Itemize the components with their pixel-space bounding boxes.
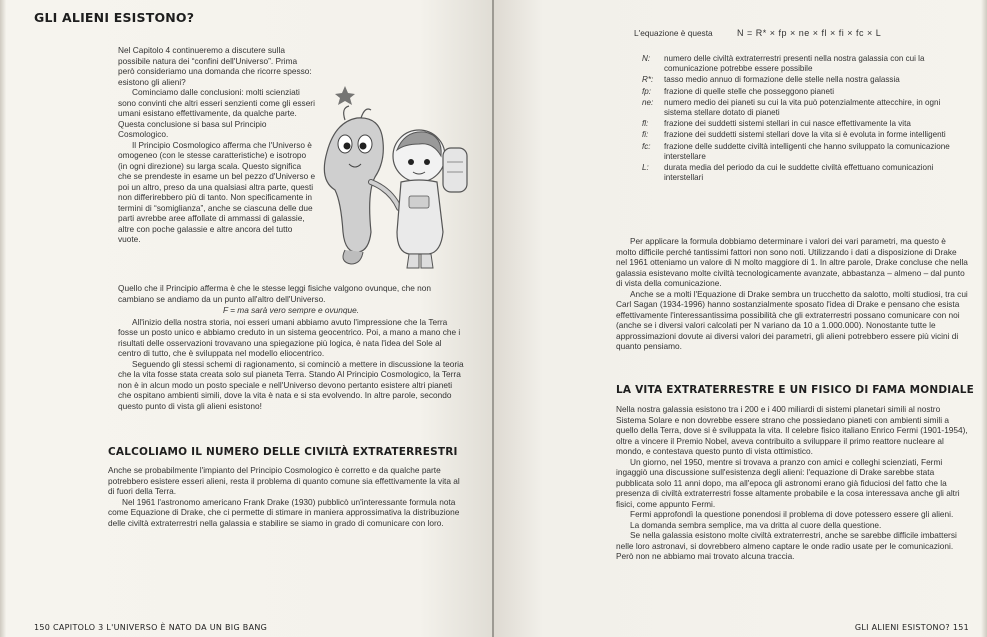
legend-definition: numero delle civiltà extraterrestri presenti nella nostra galassia con cui la comunicazione potrebbe essere possibile bbox=[664, 54, 925, 74]
legend-symbol: fl: bbox=[642, 119, 649, 129]
fermi-paragraph-1: Nella nostra galassia esistono tra i 200 e i 400 miliardi di sistemi planetari simili al nostro Sistema Solare e non dovrebbe essere strano che possiedano pianeti con ambienti simili a quello della Terra, dove si è sviluppata la vita. Il celebre fisico italiano Enrico Fermi (1901-1954), oltre a vincere il Premio Nobel, aveva contribuito a sviluppare il primo reattore nucleare al mondo, e contestava questo punto di vista ottimistico. bbox=[616, 404, 968, 456]
equation-line bbox=[634, 28, 881, 38]
legend-symbol: fc: bbox=[642, 141, 651, 151]
body-paragraph-1: All'inizio della nostra storia, noi esseri umani abbiamo avuto l'impressione che la Terra fosse un posto unico e abbiamo creduto in un sistema geocentrico. Poi, a mano a mano che i risultati delle osservazioni trovavano una spiegazione più logica, è nata l'idea del Sole al centro di tutto, che è sviluppata nel modello eliocentrico. bbox=[118, 316, 461, 358]
alien-astronaut-illustration bbox=[305, 82, 475, 272]
equation-legend bbox=[642, 54, 952, 184]
left-page bbox=[0, 0, 493, 637]
right-page-folio: GLI ALIENI ESISTONO? 151 bbox=[854, 623, 969, 632]
fermi-paragraph-4: La domanda sembra semplice, ma va dritta al cuore della questione. bbox=[630, 519, 882, 530]
right-body bbox=[616, 236, 968, 352]
right-paragraph-2: Anche se a molti l'Equazione di Drake sembra un trucchetto da salotto, molti studiosi, tra cui Carl Sagan (1934-1996) hanno sostanzialmente sposato l'idea di Drake e pensano che esista effettivamente l'interessantissima possibilità che gli extraterrestri possano comunicare con noi (anche se i diversi valori calcolati per N variano da 10 a 1.000.000). Nonostante tutte le approssimazioni dovute ai diversi valori dei parametri, gli alieni potrebbero essere più vicini di quanto pensiamo. bbox=[616, 288, 968, 351]
legend-definition: frazione dei suddetti sistemi stellari dove la vita si è evoluta in forme intelligenti bbox=[664, 130, 946, 140]
legend-row bbox=[642, 163, 952, 183]
legend-definition: numero medio dei pianeti su cui la vita può potenzialmente attecchire, in ogni sistema stellare dotato di pianeti bbox=[664, 97, 941, 118]
legend-definition: frazione dei suddetti sistemi stellari in cui nasce effettivamente la vita bbox=[664, 119, 911, 129]
legend-row bbox=[642, 54, 952, 74]
legend-symbol: L: bbox=[642, 163, 649, 173]
fermi-paragraph-3: Fermi approfondì la questione ponendosi il problema di dove potessero essere gli alieni. bbox=[630, 509, 954, 519]
intro-paragraph-1: Nel Capitolo 4 continueremo a discutere sulla possibile natura dei “confini dell'Universo”. Prima però consideriamo una domanda che ricorre spesso: esistono gli alieni? bbox=[118, 45, 312, 87]
legend-symbol: R*: bbox=[642, 75, 654, 85]
page-edge-left bbox=[0, 0, 6, 637]
legend-symbol: fp: bbox=[642, 86, 651, 96]
legend-definition: frazione delle suddette civiltà intelligenti che hanno sviluppato la comunicazione interstellare bbox=[664, 141, 950, 161]
legend-symbol: fi: bbox=[642, 130, 649, 140]
principle-paragraph: Quello che il Principio afferma è che le stesse leggi fisiche valgono ovunque, che non cambiano se andiamo da un punto all'altro dell'Universo. bbox=[118, 283, 432, 304]
section-paragraph-1: Anche se probabilmente l'impianto del Principio Cosmologico è corretto e da qualche parte potrebbero esistere esseri alieni, resta il problema di quanto comune sia effettivamente la vita al di fuori della Terra. bbox=[108, 465, 460, 496]
legend-definition: tasso medio annuo di formazione delle stelle nella nostra galassia bbox=[664, 75, 900, 85]
left-section-title: CALCOLIAMO IL NUMERO DELLE CIVILTÀ EXTRATERRESTRI bbox=[108, 446, 458, 458]
intro-column bbox=[118, 45, 316, 245]
legend-row bbox=[642, 87, 952, 97]
fermi-paragraph-2: Un giorno, nel 1950, mentre si trovava a pranzo con amici e colleghi scienziati, Fermi ingaggiò una discussione sull'esistenza degli alieni: l'equazione di Drake sarebbe stata pubblicata solo 11 anni dopo, ma all'epoca gli astronomi erano già fiduciosi del fatto che la presenza di civiltà extraterrestri fosse altamente probabile e la cosa interessava anche gli altri fisici, come appunto Fermi. bbox=[616, 456, 960, 509]
legend-row bbox=[642, 119, 952, 129]
body-paragraph-2: Seguendo gli stessi schemi di ragionamento, si cominciò a mettere in discussione la teoria che la vita fosse stata creata solo sul pianeta Terra. Stando Al Principio Cosmologico, la Terra non è in alcun modo un posto speciale e nell'Universo devono pertanto esistere altri pianeti che ospitano ambienti simili, dove la vita è nata e si sta evolvendo. In altre parole, secondo questo punto di vista gli alieni esistono! bbox=[118, 358, 464, 411]
fermi-paragraph-5: Se nella galassia esistono molte civiltà extraterrestri, anche se sarebbe difficile imbattersi nelle loro astronavi, si dovrebbero almeno captare le onde radio usate per le comunicazioni. Però non ne abbiamo mai trovato alcuna traccia. bbox=[616, 530, 957, 561]
drake-equation: N = R* × fp × ne × fl × fi × fc × L bbox=[736, 28, 882, 38]
left-page-title: GLI ALIENI ESISTONO? bbox=[34, 10, 195, 25]
legend-row bbox=[642, 75, 952, 85]
equation-intro: L'equazione è questa bbox=[634, 28, 713, 38]
section-paragraph-2: Nel 1961 l'astronomo americano Frank Drake (1930) pubblicò un'interessante formula nota come Equazione di Drake, che ci permette di stimare in maniera approssimativa la distribuzione delle civiltà extraterrestri nella galassia e stabilire se siamo in grado di comunicare con loro. bbox=[108, 496, 460, 528]
formula-line: F = ma sarà vero sempre e ovunque. bbox=[222, 305, 360, 315]
left-section-body bbox=[108, 465, 464, 528]
right-section-body bbox=[616, 404, 968, 562]
right-section-title: LA VITA EXTRATERRESTRE E UN FISICO DI FAMA MONDIALE bbox=[616, 384, 974, 396]
right-paragraph-1: Per applicare la formula dobbiamo determinare i valori dei vari parametri, ma questo è molto difficile perché tantissimi fattori non sono noti. Utilizzando i dati a disposizione di Drake nel 1961 otteniamo un valore di N molto maggiore di 1. In altre parole, Drake concluse che nella galassia esistevano molte civiltà tecnologicamente avanzate, abbastanza – almeno – dal punto di vista della comunicazione. bbox=[616, 236, 968, 288]
legend-row bbox=[642, 130, 952, 140]
legend-symbol: N: bbox=[642, 54, 651, 63]
legend-row bbox=[642, 98, 952, 118]
legend-row bbox=[642, 142, 952, 162]
page-edge-right bbox=[981, 0, 987, 637]
principle-block bbox=[118, 283, 464, 411]
legend-definition: frazione di quelle stelle che posseggono pianeti bbox=[664, 86, 835, 96]
left-page-folio: 150 CAPITOLO 3 L'UNIVERSO È NATO DA UN BIG BANG bbox=[34, 623, 268, 632]
right-page bbox=[494, 0, 987, 637]
legend-definition: durata media del periodo da cui le suddette civiltà effettuano comunicazioni interstellari bbox=[664, 163, 934, 183]
legend-symbol: ne: bbox=[642, 97, 654, 107]
intro-paragraph-3: Il Principio Cosmologico afferma che l'Universo è omogeneo (con le stesse caratteristiche) e isotropo (in ogni direzione) su larga scala. Questo significa che se prendeste in esame un bel pezzo d'Universo e poi un altro, preso da una qualsiasi altra parte, questi non differirebbero più di tanto. Non specificamente in termini di “somiglianza”, anche se ciascuna delle due parti avrebbe aree affollate di ammassi di galassie, altre con poche galassie e altre ancora del tutto vuote. bbox=[118, 139, 316, 244]
intro-paragraph-2: Cominciamo dalle conclusioni: molti scienziati sono convinti che altri esseri senzienti come gli esseri umani esistano effettivamente, da qualche parte. Questa conclusione si basa sul Principio Cosmologico. bbox=[118, 87, 315, 139]
